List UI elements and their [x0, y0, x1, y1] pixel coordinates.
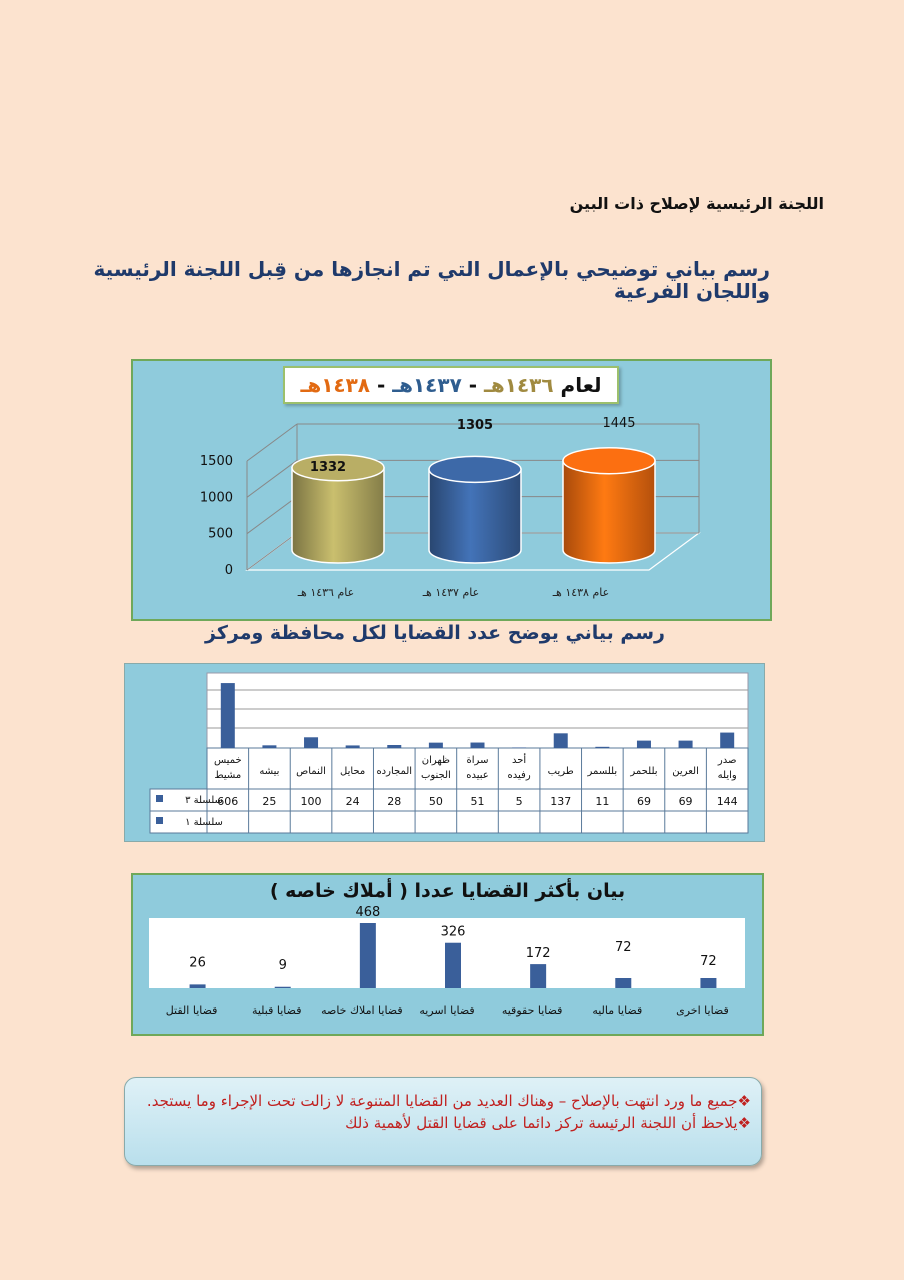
note-text-2: يلاحظ أن اللجنة الرئيسة تركز دائما على قضايا القتل لأهمية ذلك — [345, 1114, 738, 1132]
governorate-bar — [221, 683, 235, 748]
series1-legend-key — [156, 817, 163, 824]
category-label: صدر — [717, 755, 737, 766]
series3-value: 69 — [636, 795, 651, 808]
case-type-label: قضايا املاك خاصه — [321, 1004, 403, 1017]
governorate-bar — [554, 733, 568, 748]
page-header-title: اللجنة الرئيسية لإصلاح ذات البين — [569, 194, 824, 213]
diamond-bullet-icon: ❖ — [737, 1114, 751, 1132]
case-type-label: قضايا حقوقيه — [501, 1004, 563, 1017]
x-category-label: عام ١٤٣٧ هـ — [422, 586, 480, 599]
x-category-label: عام ١٤٣٦ هـ — [297, 586, 355, 599]
category-label: وايله — [717, 770, 737, 781]
case-type-value: 72 — [615, 940, 632, 955]
case-type-value: 72 — [700, 954, 717, 969]
case-type-bar — [615, 978, 631, 988]
governorate-bar — [512, 747, 526, 748]
series3-label: سلسلة ٣ — [185, 795, 223, 806]
governorate-bar — [304, 737, 318, 748]
governorate-bar — [637, 741, 651, 748]
case-type-bar — [360, 923, 376, 988]
gridline-side — [247, 533, 297, 570]
y-tick-label: 1500 — [199, 454, 233, 469]
series3-value: 25 — [262, 795, 277, 808]
series3-value: 69 — [678, 795, 693, 808]
case-type-label: قضايا اخرى — [676, 1004, 729, 1017]
cylinder-top — [563, 448, 655, 474]
category-label: المجارده — [376, 766, 413, 777]
series3-value: 5 — [515, 795, 523, 808]
case-type-value: 326 — [440, 924, 466, 940]
diamond-bullet-icon: ❖ — [737, 1092, 751, 1110]
bar-data-label: 1445 — [602, 416, 636, 431]
cylinder-body — [292, 468, 384, 563]
series1-label: سلسلة ١ — [185, 817, 223, 828]
series3-legend-key — [156, 795, 163, 802]
series3-value: 144 — [716, 795, 738, 808]
case-type-label: قضايا قبلية — [251, 1004, 302, 1017]
category-label: طريب — [547, 766, 574, 777]
category-label: خميس — [213, 755, 242, 766]
year-1438: ١٤٣٨هـ — [300, 373, 371, 397]
y-tick-label: 0 — [224, 563, 233, 578]
table-series1-row — [150, 811, 748, 833]
category-label: سراة — [466, 755, 489, 766]
case-types-title: بيان بأكثر القضايا عددا ( أملاك خاصه ) — [269, 880, 626, 902]
bar-data-label: 1332 — [309, 460, 347, 475]
x-category-label: عام ١٤٣٨ هـ — [552, 586, 610, 599]
case-type-bar — [700, 978, 716, 988]
governorate-bar — [262, 745, 276, 748]
case-type-bar — [530, 964, 546, 988]
gridline-side — [247, 460, 297, 497]
year-sep-1: - — [468, 373, 478, 397]
category-label: الجنوب — [420, 770, 451, 781]
series3-value: 100 — [300, 795, 322, 808]
category-label: العرين — [672, 766, 699, 777]
case-type-value: 468 — [355, 905, 381, 920]
governorate-chart — [124, 663, 765, 842]
governorate-bar — [679, 741, 693, 748]
cylinder-body — [563, 461, 655, 563]
series3-value: 28 — [387, 795, 402, 808]
category-label: أحد — [512, 755, 527, 766]
category-label: بيشه — [259, 766, 280, 777]
year-prefix: لعام — [560, 373, 602, 397]
y-tick-label: 1000 — [199, 490, 233, 506]
cylinder-bar — [563, 448, 655, 563]
category-label: بللحمر — [630, 766, 658, 777]
category-label: ظهران — [421, 755, 450, 766]
category-label: بللسمر — [587, 766, 618, 777]
governorate-bar — [429, 743, 443, 748]
year-sep-2: - — [376, 373, 386, 397]
governorate-bar — [346, 745, 360, 748]
case-type-label: قضايا اسريه — [419, 1004, 475, 1017]
series3-value: 50 — [428, 795, 443, 808]
cylinder-bar — [429, 456, 521, 563]
yearly-cylinder-chart — [131, 359, 772, 621]
category-label: عبيده — [466, 770, 489, 781]
series3-value: 51 — [470, 795, 485, 808]
y-tick-label: 500 — [208, 526, 233, 542]
category-label: مشيط — [214, 770, 242, 781]
case-type-bar — [190, 984, 206, 988]
case-types-chart — [131, 873, 764, 1036]
case-type-value: 172 — [525, 946, 551, 962]
series3-value: 606 — [217, 795, 239, 808]
series3-value: 24 — [345, 795, 360, 808]
series3-value: 137 — [550, 795, 572, 808]
governorate-bar — [471, 743, 485, 748]
bar-data-label: 1305 — [456, 418, 494, 433]
cylinder-body — [429, 469, 521, 563]
gridline-side — [247, 424, 297, 461]
case-type-value: 9 — [278, 957, 287, 973]
plot-area — [207, 673, 748, 748]
case-type-value: 26 — [189, 955, 206, 971]
governorate-chart-title: رسم بياني يوضح عدد القضايا لكل محافظة ومركز — [205, 622, 665, 644]
notes-box — [124, 1077, 762, 1166]
table-series3-row — [150, 789, 748, 811]
governorate-bar — [387, 745, 401, 748]
year-1437: ١٤٣٧هـ — [392, 373, 462, 397]
main-chart-title: رسم بياني توضيحي بالإعمال التي تم انجازها من قِبل اللجنة الرئيسية واللجان الفرعية — [93, 257, 770, 303]
case-type-label: قضايا ماليه — [592, 1004, 643, 1017]
series3-value: 11 — [595, 795, 610, 808]
case-type-bar — [275, 987, 291, 988]
note-text-1: جميع ما ورد انتهت بالإصلاح – وهناك العديد من القضايا المتنوعة لا زالت تحت الإجراء وما يستجد. — [146, 1092, 738, 1110]
category-label: رفيده — [507, 770, 531, 781]
cylinder-top — [429, 456, 521, 482]
category-label: محايل — [340, 766, 366, 777]
governorate-bar — [595, 747, 609, 748]
note-item-2 — [125, 1114, 761, 1132]
case-type-bar — [445, 943, 461, 988]
case-type-label: قضايا القتل — [165, 1004, 218, 1017]
note-item-1 — [125, 1092, 761, 1110]
year-1436: ١٤٣٦هـ — [484, 373, 554, 397]
gridline-side — [247, 497, 297, 534]
category-label: النماص — [296, 766, 326, 777]
governorate-bar — [720, 733, 734, 748]
